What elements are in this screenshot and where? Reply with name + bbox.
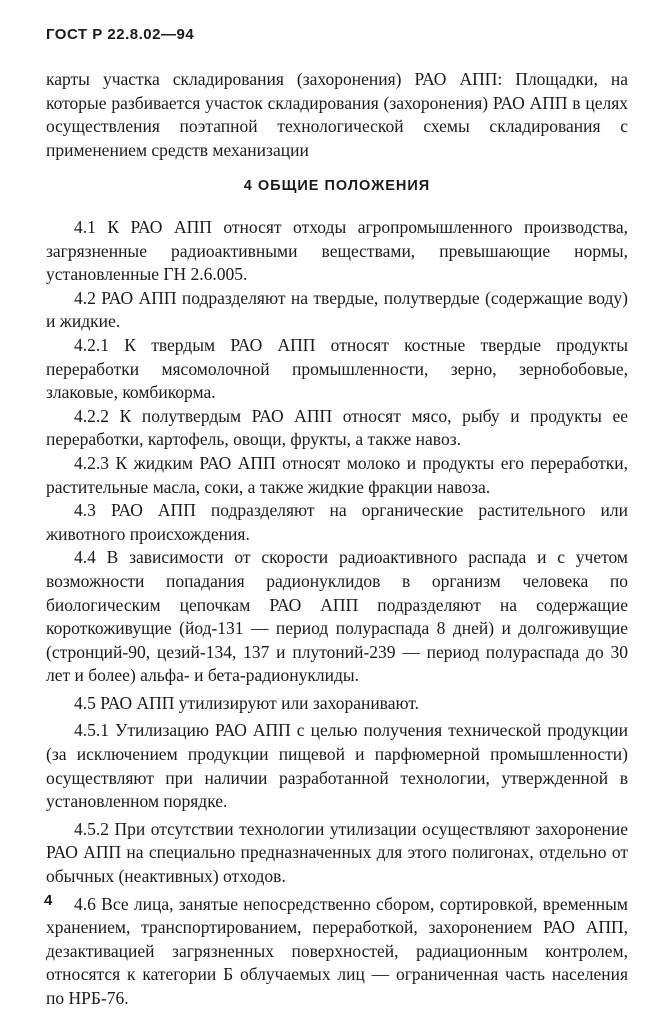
document-header: ГОСТ Р 22.8.02—94: [46, 26, 195, 43]
intro-paragraph: карты участка складирования (захоронения) РАО АПП: Площадки, на которые разбивается участок складирования (захоронения) РАО АПП в целях осуществления поэтапной технологической схемы складирования с применением средств механизации: [46, 69, 628, 160]
section-title: 4 ОБЩИЕ ПОЛОЖЕНИЯ: [243, 178, 431, 194]
section-body: [46, 216, 628, 1011]
paragraph-4-2-2: 4.2.2 К полутвердым РАО АПП относят мясо, рыбу и продукты ее переработки, картофель, овощи, фрукты, а также навоз.: [46, 405, 628, 450]
paragraph-4-5: 4.5 РАО АПП утилизируют или захоранивают.: [74, 692, 420, 713]
paragraph-4-6: 4.6 Все лица, занятые непосредственно сбором, сортировкой, временным хранением, транспортированием, переработкой, захоронением РАО АПП, дезактивацией загрязненных поверхностей, радиационным контролем, относятся к категории Б облучаемых лиц — ограниченная часть населения по НРБ-76.: [46, 893, 628, 1008]
paragraph-4-2: 4.2 РАО АПП подразделяют на твердые, полутвердые (содержащие воду) и жидкие.: [46, 287, 628, 332]
paragraph-4-2-3: 4.2.3 К жидким РАО АПП относят молоко и продукты его переработки, растительные масла, соки, а также жидкие фракции навоза.: [46, 452, 628, 497]
page-number: 4: [44, 892, 53, 909]
paragraph-4-5-1: 4.5.1 Утилизацию РАО АПП с целью получения технической продукции (за исключением продукции пищевой и парфюмерной промышленности) осуществляют при наличии разработанной технологии, утвержденной в установленном порядке.: [46, 720, 628, 812]
paragraph-4-2-1: 4.2.1 К твердым РАО АПП относят костные твердые продукты переработки мясомолочной промышленности, зерно, зернобобовые, злаковые, комбикорма.: [46, 334, 628, 403]
paragraph-4-1: 4.1 К РАО АПП относят отходы агропромышленного производства, загрязненные радиоактивными веществами, превышающие нормы, установленные ГН 2.6.005.: [46, 217, 628, 285]
paragraph-4-4: 4.4 В зависимости от скорости радиоактивного распада и с учетом возможности попадания радионуклидов в организм человека по биологическим цепочкам РАО АПП подразделяют на содержащие короткоживущие (йод-131 — период полураспада 8 дней) и долгоживущие (стронций-90, цезий-134, 137 и плутоний-239 — период полураспада до 30 лет и более) альфа- и бета-радионуклиды.: [46, 547, 628, 686]
paragraph-4-3: 4.3 РАО АПП подразделяют на органические растительного или животного происхождения.: [46, 500, 628, 544]
paragraph-4-5-2: 4.5.2 При отсутствии технологии утилизации осуществляют захоронение РАО АПП на специально предназначенных для этого полигонах, отдельно от обычных (неактивных) отходов.: [46, 818, 628, 887]
